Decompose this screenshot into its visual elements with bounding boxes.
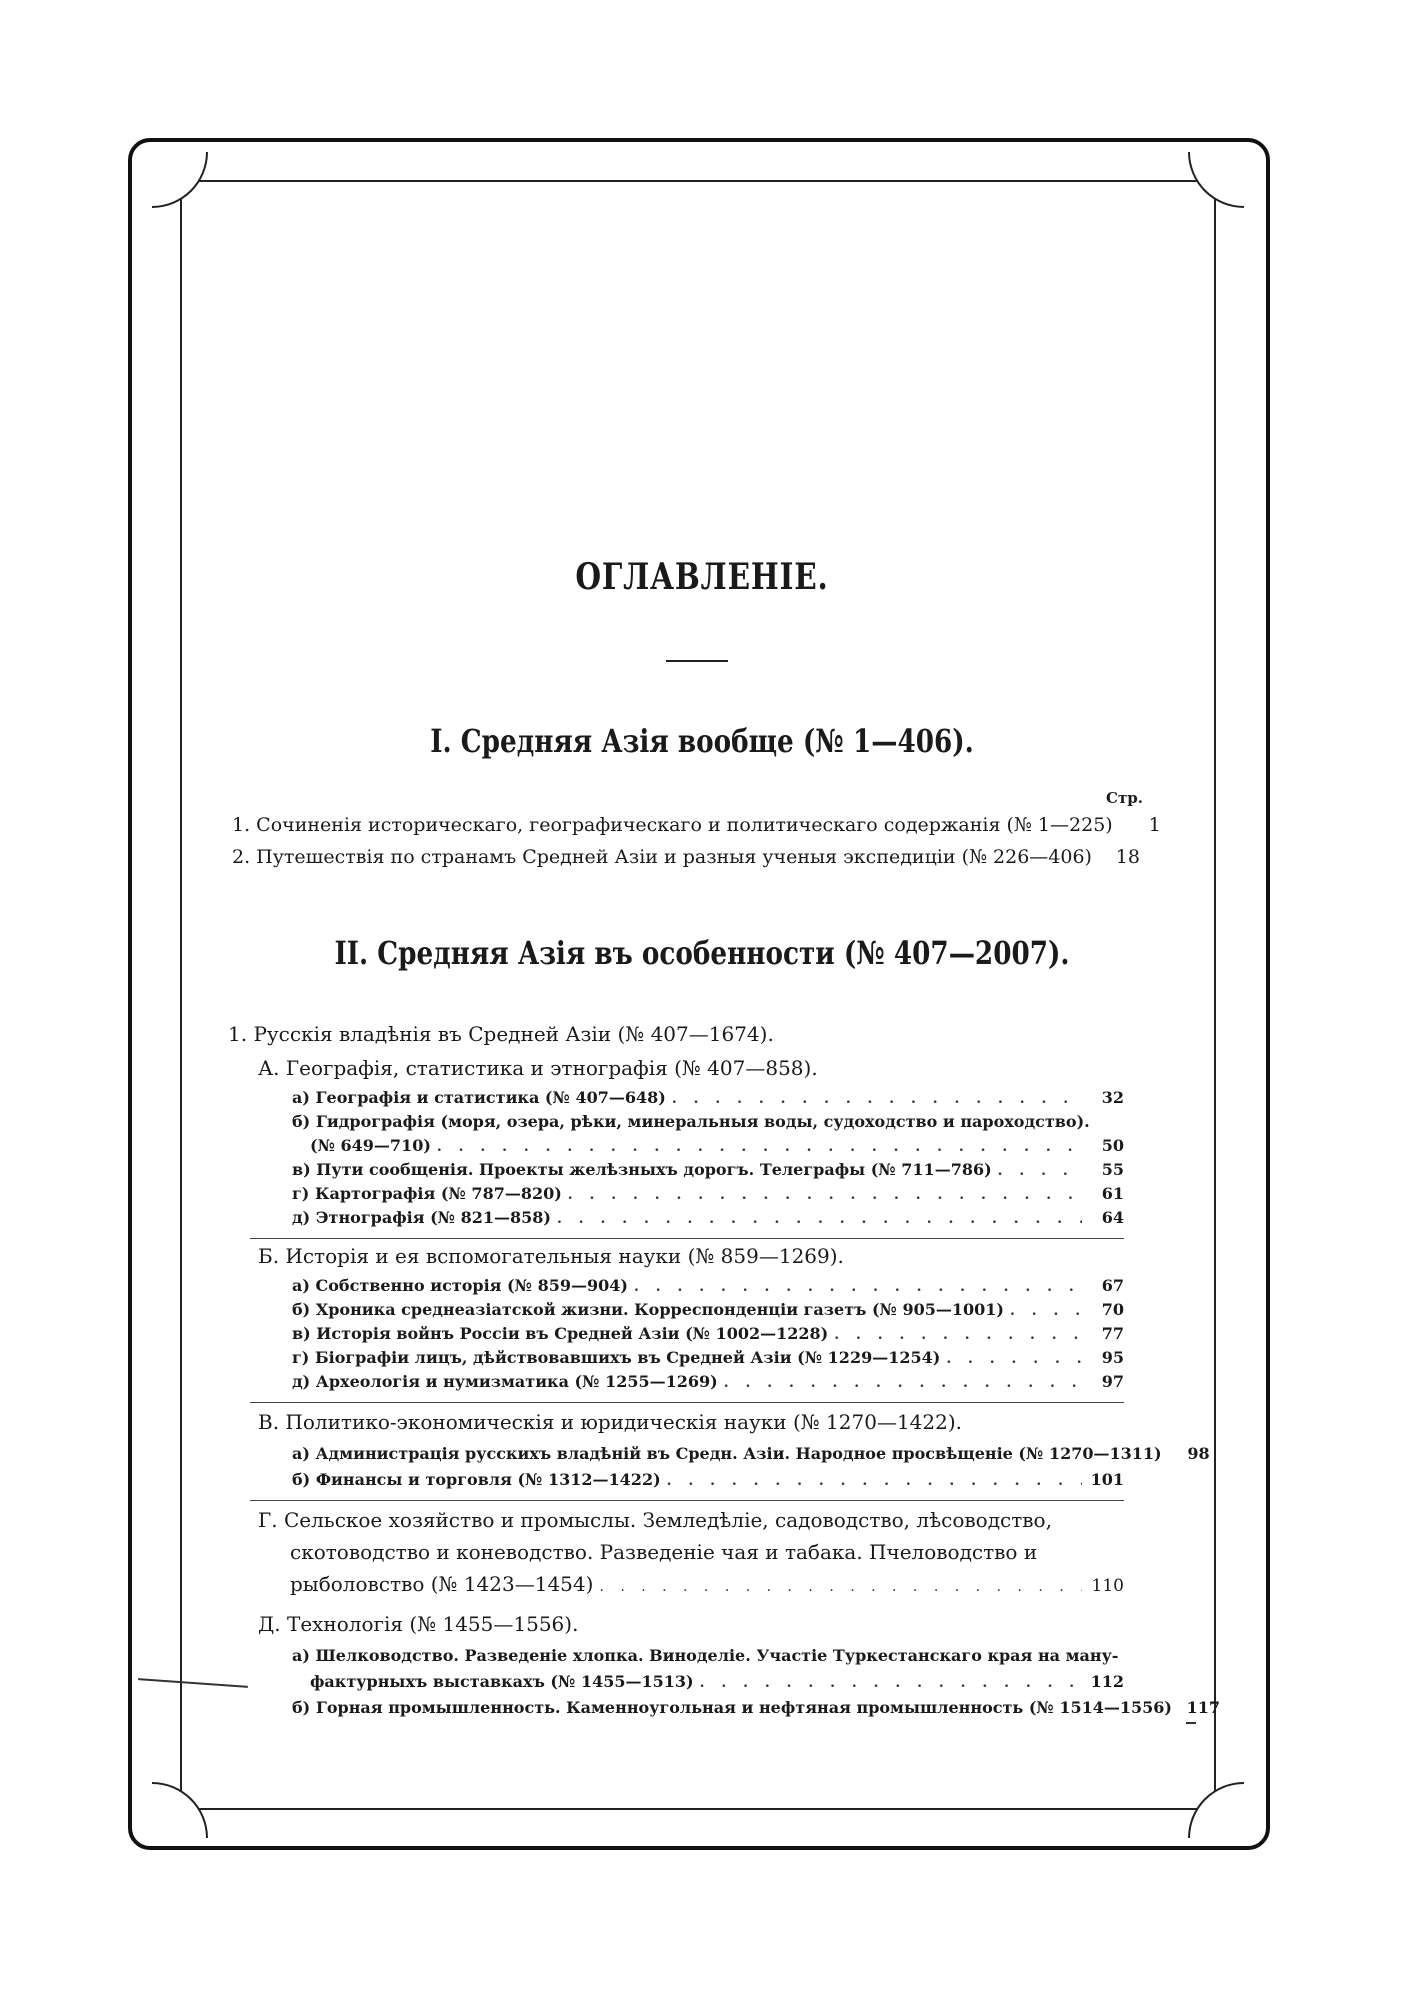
- toc-entry-page: 77: [1101, 1324, 1124, 1343]
- toc-entry-text: б) Финансы и торговля (№ 1312—1422): [292, 1470, 661, 1489]
- group-heading-continuation: скотоводство и коневодство. Разведеніе чая и табака. Пчеловодство и: [290, 1540, 1038, 1564]
- toc-entry-page: 70: [1101, 1300, 1124, 1319]
- group-divider: [250, 1238, 1124, 1239]
- toc-entry[interactable]: [290, 1572, 1124, 1596]
- toc-entry[interactable]: [292, 1088, 1124, 1107]
- toc-entry[interactable]: [292, 1300, 1124, 1319]
- toc-entry[interactable]: [310, 1136, 1124, 1155]
- group-heading: Г. Сельское хозяйство и промыслы. Земледѣліе, садоводство, лѣсоводство,: [258, 1508, 1052, 1532]
- toc-entry-page: 1: [1148, 814, 1161, 836]
- toc-entry-text: а) Географія и статистика (№ 407—648): [292, 1088, 666, 1107]
- group-heading: В. Политико-экономическія и юридическія науки (№ 1270—1422).: [258, 1410, 963, 1434]
- leader-dots: [599, 1579, 1082, 1595]
- scan-mark: [138, 1678, 248, 1688]
- toc-entry-page: 97: [1101, 1372, 1124, 1391]
- toc-entry-page: 50: [1101, 1136, 1124, 1155]
- toc-entry-text: а) Администрація русскихъ владѣній въ Средн. Азіи. Народное просвѣщеніе (№ 1270—1311): [292, 1444, 1162, 1463]
- group-heading: Д. Технологія (№ 1455—1556).: [258, 1612, 579, 1636]
- scan-mark: [1186, 1722, 1196, 1724]
- toc-entry-page: 32: [1101, 1088, 1124, 1107]
- toc-entry-page: 18: [1115, 846, 1140, 868]
- toc-entry[interactable]: [292, 1324, 1124, 1343]
- toc-entry-text: г) Біографіи лицъ, дѣйствовавшихъ въ Средней Азіи (№ 1229—1254): [292, 1348, 941, 1367]
- toc-entry-text: 1. Сочиненія историческаго, географическаго и политическаго содержанія (№ 1—225): [232, 814, 1113, 836]
- toc-entry[interactable]: [292, 1470, 1124, 1489]
- toc-entry-text: в) Исторія войнъ Россіи въ Средней Азіи (№ 1002—1228): [292, 1324, 829, 1343]
- toc-entry-page: 112: [1090, 1672, 1124, 1691]
- toc-entry-page: 61: [1101, 1184, 1124, 1203]
- toc-entry-page: 110: [1091, 1576, 1124, 1596]
- toc-entry[interactable]: [292, 1184, 1124, 1203]
- group-heading: Б. Исторія и ея вспомогательныя науки (№ 859—1269).: [258, 1244, 844, 1268]
- toc-entry-text: д) Археологія и нумизматика (№ 1255—1269): [292, 1372, 718, 1391]
- leader-dots: [437, 1139, 1082, 1155]
- leader-dots: [634, 1279, 1082, 1295]
- leader-dots: [998, 1163, 1082, 1179]
- toc-entry[interactable]: [232, 814, 1161, 836]
- toc-entry-page: 55: [1101, 1160, 1124, 1179]
- leader-dots: [1010, 1303, 1082, 1319]
- toc-entry-page: 95: [1101, 1348, 1124, 1367]
- toc-entry[interactable]: [232, 846, 1140, 868]
- group-divider: [250, 1500, 1124, 1501]
- toc-entry[interactable]: [292, 1208, 1124, 1227]
- part-2-heading: II. Средняя Азія въ особенности (№ 407—2007).: [334, 934, 1070, 972]
- toc-entry-page: 101: [1090, 1470, 1124, 1489]
- toc-entry-continuation: (№ 649—710): [310, 1136, 431, 1155]
- leader-dots: [834, 1327, 1082, 1343]
- toc-entry[interactable]: [310, 1672, 1124, 1691]
- part-1-heading: I. Средняя Азія вообще (№ 1—406).: [430, 722, 974, 760]
- toc-entry-page: 64: [1101, 1208, 1124, 1227]
- toc-entry-text: б) Хроника среднеазіатской жизни. Корреспонденціи газетъ (№ 905—1001): [292, 1300, 1004, 1319]
- leader-dots: [557, 1211, 1082, 1227]
- toc-entry-text: г) Картографія (№ 787—820): [292, 1184, 562, 1203]
- leader-dots: [724, 1375, 1082, 1391]
- leader-dots: [946, 1351, 1082, 1367]
- toc-entry[interactable]: [292, 1276, 1124, 1295]
- group-heading: А. Географія, статистика и этнографія (№ 407—858).: [258, 1056, 818, 1080]
- leader-dots: [667, 1473, 1082, 1489]
- toc-entry-text: б) Гидрографія (моря, озера, рѣки, минеральныя воды, судоходство и пароходство).: [292, 1112, 1090, 1131]
- toc-entry-text: д) Этнографія (№ 821—858): [292, 1208, 551, 1227]
- title-divider: [666, 660, 728, 662]
- toc-entry-text: а) Шелководство. Разведеніе хлопка. Виноделіе. Участіе Туркестанскаго края на ману-: [292, 1646, 1119, 1665]
- toc-entry[interactable]: [292, 1348, 1124, 1367]
- toc-entry-text: в) Пути сообщенія. Проекты желѣзныхъ дорогъ. Телеграфы (№ 711—786): [292, 1160, 992, 1179]
- section-heading: 1. Русскія владѣнія въ Средней Азіи (№ 407—1674).: [228, 1022, 774, 1046]
- group-heading-continuation: рыболовство (№ 1423—1454): [290, 1572, 594, 1596]
- leader-dots: [672, 1091, 1082, 1107]
- page-title: ОГЛАВЛЕНІЕ.: [575, 556, 829, 598]
- group-divider: [250, 1402, 1124, 1403]
- toc-entry-page: 117: [1186, 1698, 1220, 1717]
- leader-dots: [568, 1187, 1082, 1203]
- toc-entry[interactable]: [292, 1444, 1210, 1463]
- toc-entry-text: а) Собственно исторія (№ 859—904): [292, 1276, 628, 1295]
- page-column-label: Стр.: [1106, 789, 1143, 807]
- toc-entry-text: б) Горная промышленность. Каменноугольная и нефтяная промышленность (№ 1514—1556): [292, 1698, 1172, 1717]
- toc-entry-page: 67: [1101, 1276, 1124, 1295]
- toc-entry-page: 98: [1187, 1444, 1210, 1463]
- leader-dots: [700, 1675, 1082, 1691]
- toc-entry-continuation: фактурныхъ выставкахъ (№ 1455—1513): [310, 1672, 694, 1691]
- toc-entry-text: 2. Путешествія по странамъ Средней Азіи и разныя ученыя экспедиціи (№ 226—406): [232, 846, 1092, 868]
- toc-entry[interactable]: [292, 1160, 1124, 1179]
- toc-entry[interactable]: [292, 1372, 1124, 1391]
- toc-entry[interactable]: [292, 1698, 1220, 1717]
